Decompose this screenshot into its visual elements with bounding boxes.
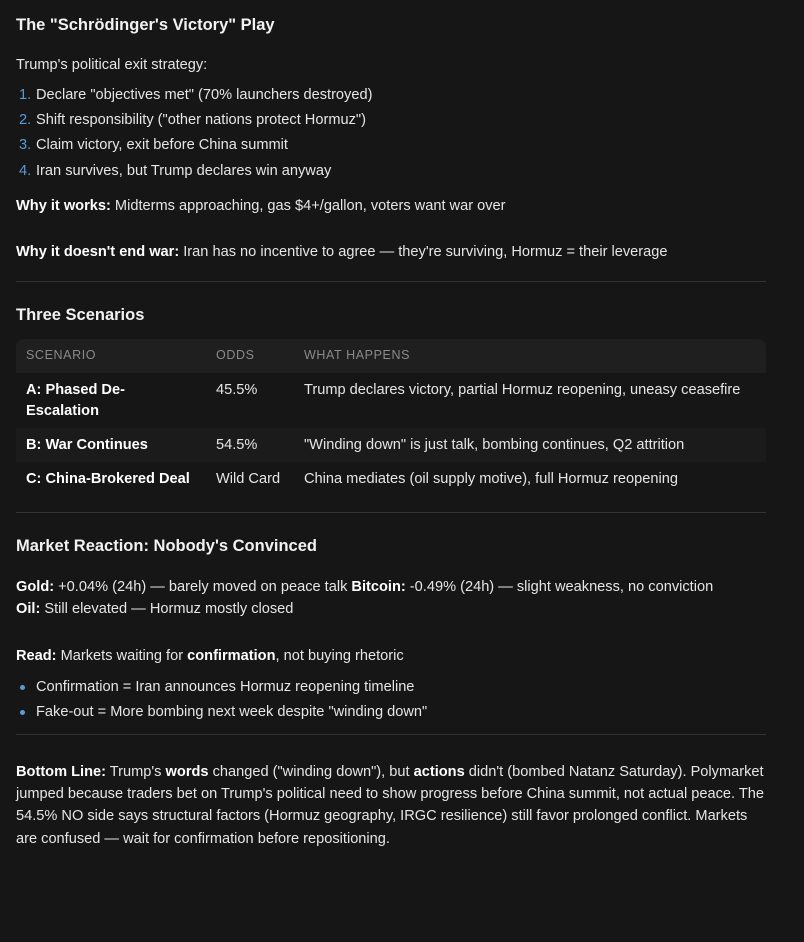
- bottom-line: [16, 761, 768, 850]
- divider: [16, 281, 766, 282]
- bottom-line-bold-actions: actions: [413, 764, 465, 781]
- bullet-text: Fake-out = More bombing next week despite "winding down": [36, 703, 428, 720]
- scenario-cell: A: Phased De-Escalation: [26, 382, 125, 419]
- why-it-works-text: Midterms approaching, gas $4+/gallon, voters want war over: [110, 198, 506, 215]
- what-happens-cell: "Winding down" is just talk, bombing continues, Q2 attrition: [294, 428, 766, 462]
- what-happens-cell: Trump declares victory, partial Hormuz reopening, uneasy ceasefire: [304, 382, 741, 399]
- bottom-line-bold-words: words: [165, 764, 209, 781]
- list-item: [16, 702, 766, 722]
- list-item-text: Declare "objectives met" (70% launchers destroyed): [36, 86, 373, 103]
- gold-text: +0.04% (24h) — barely moved on peace talk: [54, 578, 352, 595]
- table-row: [16, 373, 766, 428]
- read-line: [16, 646, 766, 666]
- bitcoin-label: Bitcoin:: [351, 578, 406, 595]
- bullet-dot: [20, 710, 25, 715]
- oil-label: Oil:: [16, 601, 41, 618]
- list-number: 4.: [19, 162, 32, 179]
- why-not-label: Why it doesn't end war:: [16, 243, 180, 260]
- list-item: [16, 677, 766, 697]
- list-item-text: Claim victory, exit before China summit: [36, 137, 288, 154]
- odds-cell: Wild Card: [216, 471, 281, 488]
- gold-bitcoin-line: [16, 577, 766, 597]
- table-row: [16, 428, 766, 462]
- list-number: 3.: [19, 137, 32, 154]
- list-number: 2.: [19, 111, 32, 128]
- bottom-line-text: Trump's: [105, 764, 166, 781]
- bullet-text: Confirmation = Iran announces Hormuz reopening timeline: [36, 679, 415, 696]
- why-not-text: Iran has no incentive to agree — they're surviving, Hormuz = their leverage: [179, 243, 668, 260]
- divider: [16, 734, 766, 735]
- exit-strategy-intro: Trump's political exit strategy:: [16, 57, 208, 74]
- list-item: [16, 85, 766, 105]
- divider: [16, 512, 766, 513]
- bottom-line-text: changed ("winding down"), but: [208, 764, 414, 781]
- list-item: [16, 135, 766, 155]
- odds-cell: 54.5%: [206, 428, 294, 462]
- section-title-scenarios: Three Scenarios: [16, 306, 145, 325]
- list-item: [16, 110, 766, 130]
- column-header-scenario: SCENARIO: [16, 339, 206, 373]
- scenarios-table: [16, 339, 766, 497]
- why-it-works: [16, 196, 766, 216]
- scenario-cell: C: China-Brokered Deal: [26, 471, 190, 488]
- read-bold: confirmation: [187, 647, 276, 664]
- column-header-odds: ODDS: [206, 339, 294, 373]
- scenario-cell: B: War Continues: [16, 428, 206, 462]
- bitcoin-text: -0.49% (24h) — slight weakness, no conviction: [405, 578, 714, 595]
- section-title-victory-play: The "Schrödinger's Victory" Play: [16, 16, 275, 34]
- list-number: 1.: [19, 86, 32, 103]
- list-item: [16, 161, 766, 181]
- what-happens-cell: China mediates (oil supply motive), full Hormuz reopening: [304, 471, 678, 488]
- why-not-end-war: [16, 242, 766, 262]
- bottom-line-label: Bottom Line:: [16, 764, 106, 781]
- bottom-line-text: didn't (bombed Natanz Saturday). Polymarket jumped because traders bet on Trump's political need to show progress before China summit, not actual peace. The 54.5% NO side says structural factors (Hormuz geography, IRGC resilience) still favor prolonged conflict. Markets are confused — wait for confirmation before repositioning.: [16, 764, 765, 847]
- exit-strategy-list: [16, 85, 766, 182]
- odds-cell: 45.5%: [216, 382, 258, 399]
- read-text-end: , not buying rhetoric: [275, 647, 404, 664]
- read-label: Read:: [16, 647, 57, 664]
- bullet-dot: [20, 685, 25, 690]
- section-title-market-reaction: Market Reaction: Nobody's Convinced: [16, 536, 317, 555]
- why-it-works-label: Why it works:: [16, 198, 111, 215]
- table-header-row: [16, 339, 766, 373]
- column-header-what-happens: WHAT HAPPENS: [294, 339, 766, 373]
- table-row: [16, 462, 766, 496]
- gold-label: Gold:: [16, 578, 55, 595]
- oil-line: [16, 599, 766, 619]
- oil-text: Still elevated — Hormuz mostly closed: [40, 601, 294, 618]
- list-item-text: Iran survives, but Trump declares win anyway: [36, 162, 332, 179]
- list-item-text: Shift responsibility ("other nations protect Hormuz"): [36, 111, 366, 128]
- read-text: Markets waiting for: [56, 647, 188, 664]
- read-bullets: [16, 677, 766, 722]
